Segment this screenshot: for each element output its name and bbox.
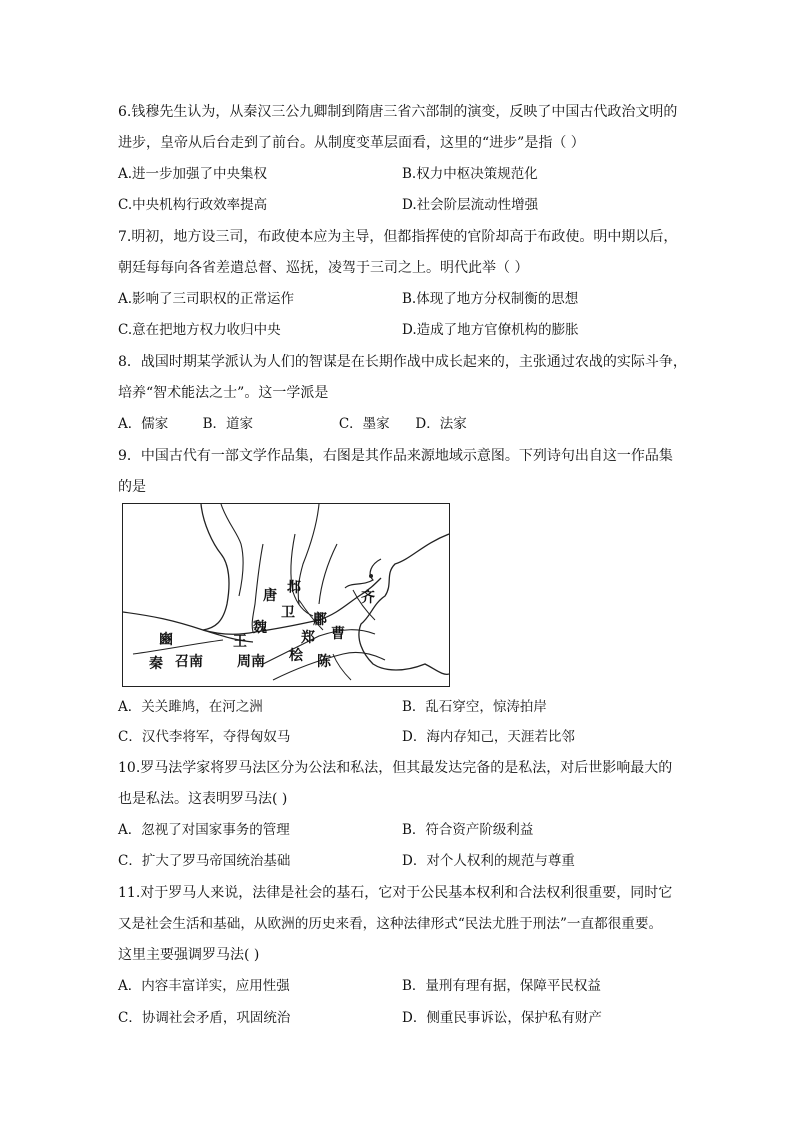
map-label-tang: 唐 bbox=[263, 588, 277, 604]
q9-stem-line1: 9．中国古代有一部文学作品集，右图是其作品来源地域示意图。下列诗句出自这一作品集 bbox=[118, 448, 673, 464]
q6-stem-line1: 6.钱穆先生认为，从秦汉三公九卿制到隋唐三省六部制的演变，反映了中国古代政治文明的 bbox=[118, 104, 678, 120]
q11-option-d[interactable]: D．侧重民事诉讼，保护私有财产 bbox=[402, 1010, 602, 1026]
q9-option-b[interactable]: B．乱石穿空，惊涛拍岸 bbox=[402, 699, 547, 715]
q6-option-c[interactable]: C.中央机构行政效率提高 bbox=[118, 197, 268, 213]
map-label-bin: 豳 bbox=[159, 632, 173, 648]
q8-stem-line1: 8．战国时期某学派认为人们的智谋是在长期作战中成长起来的，主张通过农战的实际斗争， bbox=[118, 354, 687, 370]
shijing-region-map bbox=[122, 503, 450, 687]
q11-stem-line1: 11.对于罗马人来说，法律是社会的基石，它对于公民基本权利和合法权利很重要，同时它 bbox=[118, 885, 673, 901]
q10-option-d[interactable]: D．对个人权利的规范与尊重 bbox=[402, 853, 575, 869]
q7-option-a[interactable]: A.影响了三司职权的正常运作 bbox=[118, 291, 295, 307]
q7-stem-line1: 7.明初，地方设三司，布政使本应为主导，但都指挥使的官阶却高于布政使。明中期以后， bbox=[118, 229, 678, 245]
map-label-wei: 魏 bbox=[253, 620, 267, 636]
q9-option-a[interactable]: A．关关雎鸠，在河之洲 bbox=[118, 699, 263, 715]
map-label-shaonan: 召南 bbox=[175, 654, 203, 670]
q9-option-c[interactable]: C．汉代李将军，夺得匈奴马 bbox=[118, 729, 291, 745]
q7-option-b[interactable]: B.体现了地方分权制衡的思想 bbox=[402, 291, 579, 307]
q6-stem-line2: 进步，皇帝从后台走到了前台。从制度变革层面看，这里的“进步”是指（ ） bbox=[118, 135, 585, 151]
map-label-zheng: 郑 bbox=[301, 630, 315, 646]
q9-option-d[interactable]: D．海内存知己，天涯若比邻 bbox=[402, 729, 575, 745]
q10-option-c[interactable]: C．扩大了罗马帝国统治基础 bbox=[118, 853, 291, 869]
q7-option-c[interactable]: C.意在把地方权力收归中央 bbox=[118, 322, 281, 338]
q11-stem-line3: 这里主要强调罗马法( ) bbox=[118, 947, 260, 963]
q10-option-a[interactable]: A．忽视了对国家事务的管理 bbox=[118, 822, 290, 838]
q11-option-c[interactable]: C．协调社会矛盾，巩固统治 bbox=[118, 1010, 291, 1026]
map-label-cao: 曹 bbox=[331, 626, 345, 642]
map-label-qin: 秦 bbox=[149, 656, 163, 672]
q11-option-a[interactable]: A．内容丰富详实，应用性强 bbox=[118, 978, 290, 994]
q8-options[interactable]: A．儒家 B．道家 C．墨家 D．法家 bbox=[118, 416, 467, 432]
q11-stem-line2: 又是社会生活和基础，从欧洲的历史来看，这种法律形式“民法尤胜于刑法”一直都很重要。 bbox=[118, 916, 663, 932]
q6-option-a[interactable]: A.进一步加强了中央集权 bbox=[118, 166, 268, 182]
q9-stem-line2: 的是 bbox=[118, 479, 146, 495]
map-label-qi: 齐 bbox=[361, 590, 375, 606]
map-label-chen: 陈 bbox=[317, 654, 331, 670]
q6-option-b[interactable]: B.权力中枢决策规范化 bbox=[402, 166, 538, 182]
q7-option-d[interactable]: D.造成了地方官僚机构的膨胀 bbox=[402, 322, 579, 338]
q10-stem-line2: 也是私法。这表明罗马法( ) bbox=[118, 791, 288, 807]
map-label-zhounan: 周南 bbox=[237, 654, 265, 670]
map-label-kuai: 桧 bbox=[289, 648, 303, 664]
map-label-yong: 鄘 bbox=[313, 612, 327, 628]
q8-stem-line2: 培养“智术能法之士”。这一学派是 bbox=[118, 385, 329, 401]
q7-stem-line2: 朝廷每每向各省差遣总督、巡抚，凌驾于三司之上。明代此举（ ） bbox=[118, 260, 529, 276]
map-label-wei-small: 卫 bbox=[281, 605, 295, 621]
map-label-wang: 王 bbox=[233, 634, 247, 650]
q11-option-b[interactable]: B．量刑有理有据，保障平民权益 bbox=[402, 978, 601, 994]
q6-option-d[interactable]: D.社会阶层流动性增强 bbox=[402, 197, 539, 213]
map-drawing bbox=[123, 504, 449, 686]
q10-option-b[interactable]: B．符合资产阶级利益 bbox=[402, 822, 534, 838]
q10-stem-line1: 10.罗马法学家将罗马法区分为公法和私法，但其最发达完备的是私法，对后世影响最大的 bbox=[118, 760, 673, 776]
map-label-bei: 邶 bbox=[287, 580, 301, 596]
